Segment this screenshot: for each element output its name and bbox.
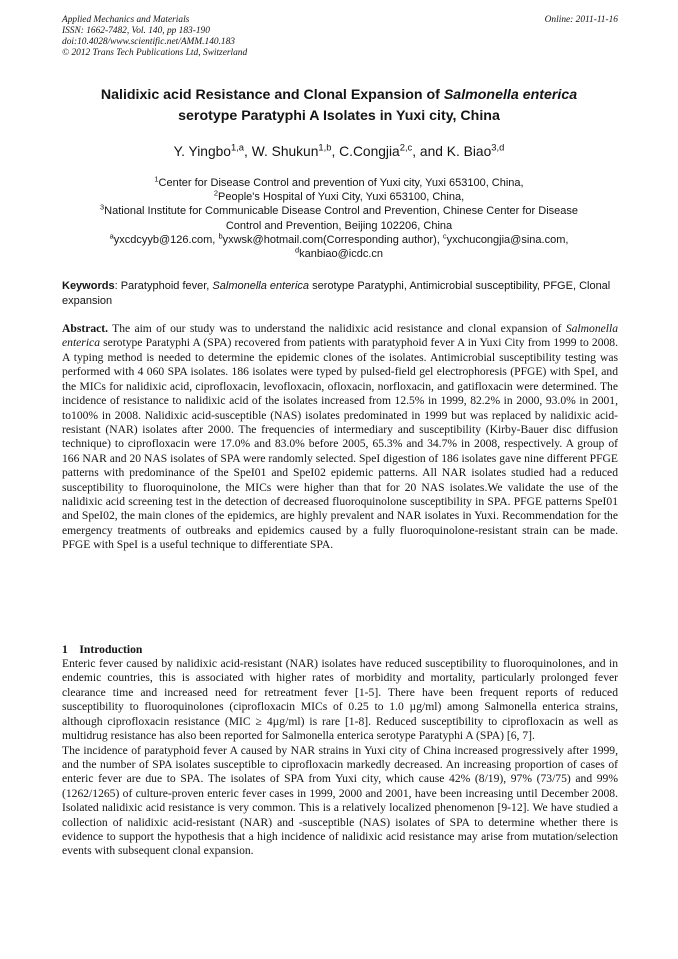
- author-sup: 1,a: [230, 142, 245, 153]
- keywords: [62, 279, 618, 308]
- author-list: [30, 143, 648, 161]
- affiliation-text: Center for Disease Control and prevention of Yuxi city, Yuxi 653100, China,: [158, 177, 524, 189]
- author-sup: 3,d: [491, 142, 505, 153]
- author-sep: , and: [412, 144, 447, 159]
- title-part2: serotype Paratyphi A Isolates in Yuxi city, China: [178, 108, 500, 124]
- email-sup: a: [109, 231, 114, 241]
- author-sep: ,: [331, 144, 340, 159]
- doi-line: doi:10.4028/www.scientific.net/AMM.140.183: [62, 37, 235, 47]
- affiliation-2: [30, 190, 648, 204]
- affiliation-sup: 3: [99, 202, 105, 212]
- email-link[interactable]: yxwsk@hotmail.com(Corresponding author),: [222, 233, 443, 246]
- email-sup: d: [294, 245, 300, 255]
- abstract-label: Abstract.: [62, 322, 109, 335]
- emails-line: [30, 233, 648, 247]
- affiliation-sup: 1: [154, 174, 159, 184]
- affiliation-1: [30, 176, 648, 190]
- emails-line-2: [30, 247, 648, 261]
- abstract-species: Salmonella enterica: [62, 322, 618, 350]
- keywords-text: : Paratyphoid fever,: [114, 280, 213, 292]
- author-name: Y. Yingbo: [173, 144, 231, 159]
- copyright-line: © 2012 Trans Tech Publications Ltd, Switzerland: [62, 48, 248, 58]
- author-sup: 2,c: [399, 142, 413, 153]
- paper-title: [30, 85, 648, 127]
- issn-line: ISSN: 1662-7482, Vol. 140, pp 183-190: [62, 26, 210, 36]
- affiliation-sup: 2: [213, 188, 219, 198]
- section-heading: 1 Introduction: [62, 643, 143, 656]
- author-name: K. Biao: [446, 144, 492, 159]
- email-sup: b: [218, 231, 223, 241]
- affiliation-text: People's Hospital of Yuxi City, Yuxi 653100, China,: [218, 191, 465, 204]
- abstract-text: The aim of our study was to understand the nalidixic acid resistance and clonal expansion of: [108, 322, 566, 335]
- author-name: W. Shukun: [251, 144, 319, 159]
- journal-name: Applied Mechanics and Materials: [62, 15, 190, 25]
- journal-header: [62, 15, 618, 59]
- intro-paragraph: The incidence of paratyphoid fever A caused by NAR strains in Yuxi city of China increased progressively after 1999, and the number of SPA isolates susceptible to ciprofloxacin markedly decreased. An increasing proportion of cases of enteric fever are due to SPA. The isolates of SPA from Yuxi city, which cause 42% (8/19), 97% (73/75) and 99% (1262/1265) of culture-proven enteric fever cases in 1999, 2000 and 2001, have been increasing until December 2008. Isolated nalidixic acid resistance is very common. This is a relatively localized phenomenon [9-12]. We have studied a collection of nalidixic acid-resistant (NAR) and -susceptible (NAS) isolates of SPA to determine whether there is evidence to support the hypothesis that a high incidence of nalidixic acid resistance may arise from mutation/selection events with subsequent clonal expansion.: [62, 743, 618, 858]
- keywords-text: serotype Paratyphi, Antimicrobial susceptibility, PFGE, Clonal expansion: [62, 280, 611, 307]
- keywords-label: Keywords: [62, 280, 115, 292]
- title-part1: Nalidixic acid Resistance and Clonal Expansion of: [100, 87, 444, 103]
- keywords-species: Salmonella enterica: [212, 280, 310, 292]
- author-sep: ,: [244, 144, 252, 159]
- affiliation-3-cont: Control and Prevention, Beijing 102206, China: [225, 219, 453, 232]
- affiliations: [30, 176, 648, 261]
- affiliation-text: National Institute for Communicable Disease Control and Prevention, Chinese Center for Disease: [104, 205, 578, 218]
- email-link[interactable]: yxchucongjia@sina.com,: [446, 233, 569, 246]
- author-sup: 1,b: [318, 142, 332, 153]
- abstract-text: serotype Paratyphi A (SPA) recovered from patients with paratyphoid fever A in Yuxi City from 1999 to 2008. A typing method is needed to determine the epidemic clones of the isolates. Antimicrobial susceptibility testing was performed with 4 060 SPA isolates. 186 isolates were typed by pulsed-field gel electrophoresis (PFGE) with SpeI, and the MICs for nalidixic acid, ciprofloxacin, levofloxacin, ofloxacin, norfloxacin, and gatifloxacin were determined. The incidence of resistance to nalidixic acid of the isolates increased from 12.5% in 1999, 82.2% in 2000, 93.0% in 2001, to100% in 2008. Nalidixic acid-susceptible (NAS) isolates predominated in 1999 but was replaced by nalidixic acid-resistant (NAR) isolates after 2000. The frequencies of intermediary and susceptibility (Kirby-Bauer disc diffusion technique) to ciprofloxacin were 17.0% and 83.0% before 2005, 65.3% and 34.7% in 2008, respectively. A group of 166 NAR and 20 NAS isolates of SPA were randomly selected. SpeI digestion of 186 isolates gave nine different PFGE patterns with predominance of the SpeI01 and SpeI02 epidemic patterns. All NAR isolates studied had a reduced susceptibility to fluoroquinolone, the MICs were higher than that for 20 NAS isolates.We validate the use of the nalidixic acid screening test in the detection of decreased fluoroquinolone susceptibility in SPA. PFGE patterns SpeI01 and SpeI02, the main clones of the epidemics, are highly prevalent and NAR isolates in Yuxi. Recommendation for the emergency treatments of outbreaks and epidemics caused by a fully fluoroquinolone-resistant strain can be made. PFGE with SpeI is a useful technique to differentiate SPA.: [62, 336, 618, 552]
- affiliation-3: [30, 204, 648, 218]
- title-species: Salmonella enterica: [443, 87, 578, 103]
- email-link[interactable]: yxcdcyyb@126.com,: [113, 233, 219, 246]
- author-name: C.Congjia: [339, 144, 400, 159]
- intro-paragraph: Enteric fever caused by nalidixic acid-resistant (NAR) isolates have reduced susceptibility to fluoroquinolones, and in endemic countries, this is associated with higher rates of morbidity and mortality, particularly prolonged fever clearance time and increased need for retreatment fever [1-5]. There have been frequent reports of reduced susceptibility to fluoroquinolones (ciprofloxacin MICs of 0.25 to 1.0 µg/ml) among Salmonella enterica strains, although ciprofloxacin resistance (MIC ≥ 4µg/ml) is rare [1-8]. Reduced susceptibility to ciprofloxacin as well as multidrug resistance has also been reported for Salmonella enterica serotype Paratyphi A (SPA) [6, 7].: [62, 657, 618, 743]
- abstract: [62, 322, 618, 553]
- introduction: [62, 657, 618, 859]
- email-sup: c: [442, 231, 447, 241]
- email-link[interactable]: kanbiao@icdc.cn: [299, 248, 384, 261]
- online-date: Online: 2011-11-16: [544, 15, 618, 25]
